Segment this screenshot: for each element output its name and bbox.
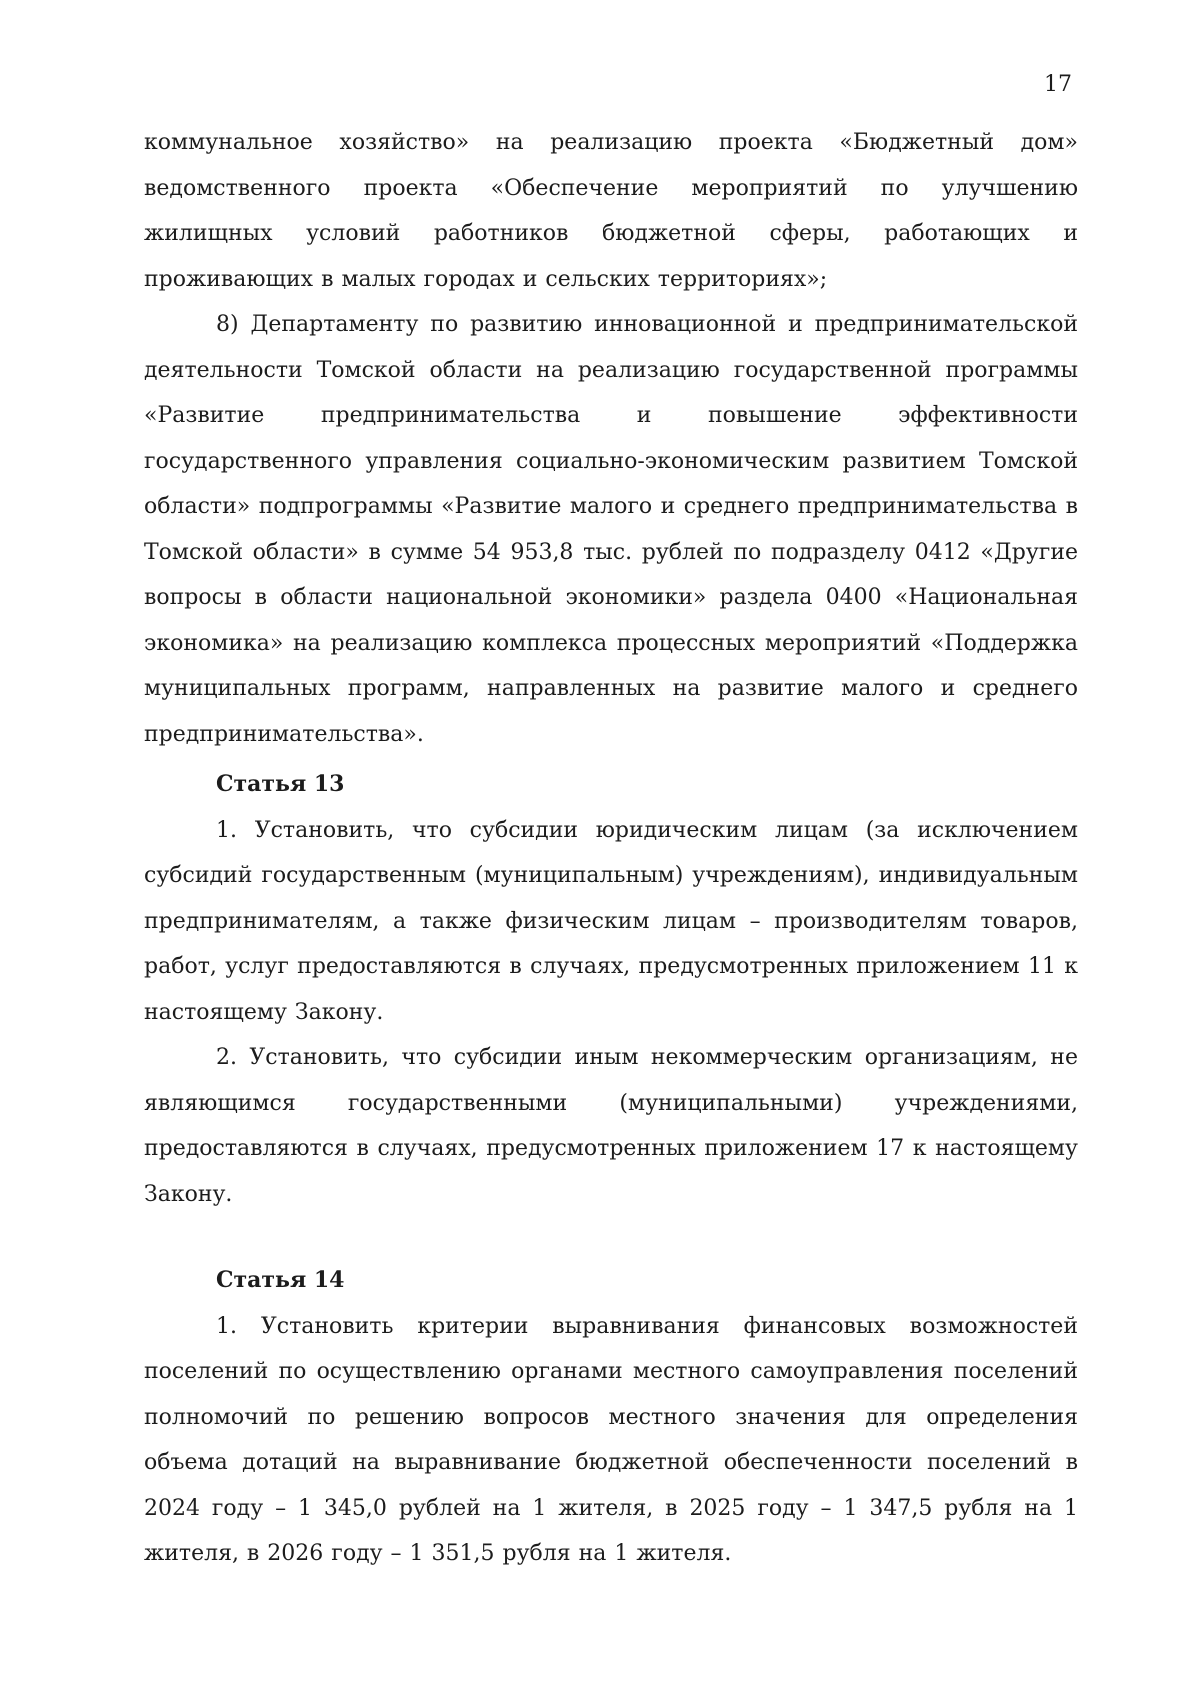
continuation-paragraph: коммунальное хозяйство» на реализацию проекта «Бюджетный дом» ведомственного проекта «Обеспечение мероприятий по улучшению жилищных условий работников бюджетной сферы, работающих и проживающих в малых городах и сельских территориях»;	[144, 130, 1078, 292]
article-14-paragraph-1: 1. Установить критерии выравнивания финансовых возможностей поселений по осуществлению органами местного самоуправления поселений полномочий по решению вопросов местного значения для определения объема дотаций на выравнивание бюджетной обеспеченности поселений в 2024 году – 1 345,0 рублей на 1 жителя, в 2025 году – 1 347,5 рубля на 1 жителя, в 2026 году – 1 351,5 рубля на 1 жителя.	[144, 1313, 1078, 1566]
article-13-paragraph-2: 2. Установить, что субсидии иным некоммерческим организациям, не являющимся государственными (муниципальными) учреждениями, предоставляются в случаях, предусмотренных приложением 17 к настоящему Закону.	[144, 1045, 1078, 1207]
article-13-paragraph-1: 1. Установить, что субсидии юридическим лицам (за исключением субсидий государственным (муниципальным) учреждениям), индивидуальным предпринимателям, а также физическим лицам – производителям товаров, работ, услуг предоставляются в случаях, предусмотренных приложением 11 к настоящему Закону.	[144, 817, 1078, 1025]
article-14-heading: Статья 14	[216, 1267, 345, 1293]
article-13-heading: Статья 13	[216, 771, 345, 797]
section-continuation	[144, 120, 1078, 757]
page-number: 17	[1044, 72, 1072, 97]
article-13	[144, 762, 1078, 1217]
article-14	[144, 1258, 1078, 1577]
item-8-paragraph: 8) Департаменту по развитию инновационной и предпринимательской деятельности Томской области на реализацию государственной программы «Развитие предпринимательства и повышение эффективности государственного управления социально-экономическим развитием Томской области» подпрограммы «Развитие малого и среднего предпринимательства в Томской области» в сумме 54 953,8 тыс. рублей по подразделу 0412 «Другие вопросы в области национальной экономики» раздела 0400 «Национальная экономика» на реализацию комплекса процессных мероприятий «Поддержка муниципальных программ, направленных на развитие малого и среднего предпринимательства».	[144, 312, 1078, 747]
